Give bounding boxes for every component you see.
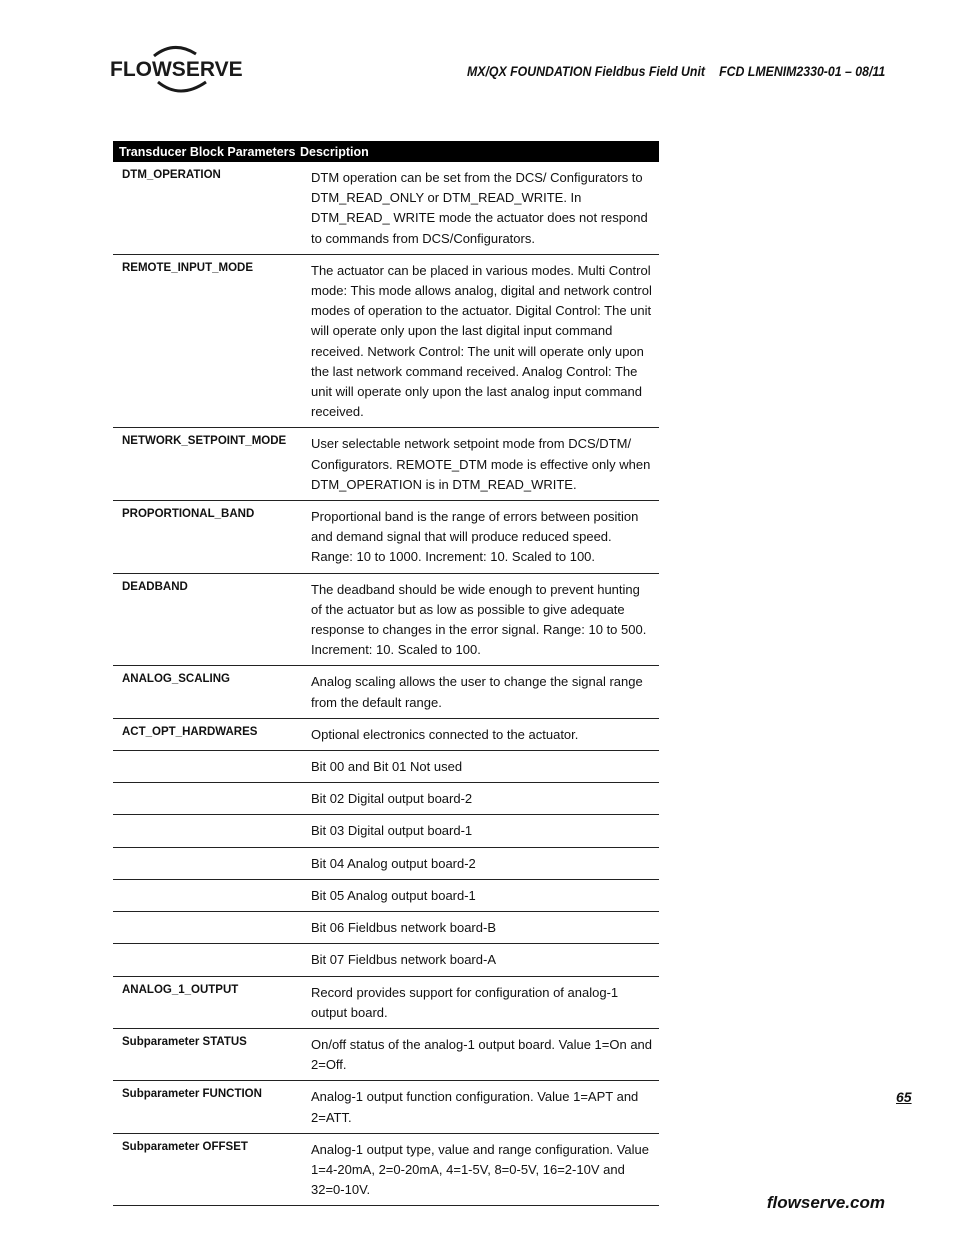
- table-row: [113, 751, 659, 783]
- table-row: [113, 666, 659, 718]
- parameter-description: The deadband should be wide enough to prevent hunting of the actuator but as low as possible to give adequate response to changes in the error signal. Range: 10 to 500. Increment: 10. Scaled to 100.: [295, 573, 659, 666]
- parameter-name: [113, 847, 295, 879]
- parameter-name: ANALOG_1_OUTPUT: [113, 976, 295, 1028]
- parameter-name: [113, 944, 295, 976]
- parameter-name: [113, 879, 295, 911]
- table-row: [113, 1028, 659, 1080]
- table-header-row: [113, 141, 659, 162]
- table-row: [113, 573, 659, 666]
- parameter-description: User selectable network setpoint mode from DCS/DTM/ Configurators. REMOTE_DTM mode is effective only when DTM_OPERATION is in DTM_READ_WRITE.: [295, 428, 659, 501]
- parameter-description: Bit 07 Fieldbus network board-A: [295, 944, 659, 976]
- parameter-name: [113, 751, 295, 783]
- table-row: [113, 718, 659, 750]
- parameter-name: Subparameter OFFSET: [113, 1133, 295, 1206]
- parameter-name: Subparameter FUNCTION: [113, 1081, 295, 1133]
- parameter-description: Analog-1 output type, value and range configuration. Value 1=4-20mA, 2=0-20mA, 4=1-5V, 8=0-5V, 16=2-10V and 32=0-10V.: [295, 1133, 659, 1206]
- table-row: [113, 815, 659, 847]
- table-row: [113, 1133, 659, 1206]
- table-row: [113, 879, 659, 911]
- table-body: [113, 162, 659, 1206]
- parameter-description: DTM operation can be set from the DCS/ Configurators to DTM_READ_ONLY or DTM_READ_WRITE. In DTM_READ_ WRITE mode the actuator does not respond to commands from DCS/Configurators.: [295, 162, 659, 254]
- parameter-name: DEADBAND: [113, 573, 295, 666]
- column-header-parameters: Transducer Block Parameters: [113, 141, 295, 162]
- document-code: FCD LMENIM2330-01 – 08/11: [718, 63, 885, 79]
- footer-url: flowserve.com: [766, 1193, 885, 1212]
- parameter-description: Analog-1 output function configuration. Value 1=APT and 2=ATT.: [295, 1081, 659, 1133]
- logo-text: FLOWSERVE: [110, 58, 243, 81]
- parameter-name: NETWORK_SETPOINT_MODE: [113, 428, 295, 501]
- table-row: [113, 944, 659, 976]
- table-row: [113, 783, 659, 815]
- parameter-description: Optional electronics connected to the actuator.: [295, 718, 659, 750]
- parameter-name: ANALOG_SCALING: [113, 666, 295, 718]
- parameter-name: PROPORTIONAL_BAND: [113, 501, 295, 574]
- parameter-description: Bit 00 and Bit 01 Not used: [295, 751, 659, 783]
- table-row: [113, 501, 659, 574]
- parameter-description: Proportional band is the range of errors between position and demand signal that will produce reduced speed. Range: 10 to 1000. Increment: 10. Scaled to 100.: [295, 501, 659, 574]
- parameter-name: [113, 912, 295, 944]
- table-row: [113, 254, 659, 428]
- parameter-name: ACT_OPT_HARDWARES: [113, 718, 295, 750]
- table-row: [113, 1081, 659, 1133]
- parameter-name: [113, 783, 295, 815]
- table-row: [113, 912, 659, 944]
- parameter-name: REMOTE_INPUT_MODE: [113, 254, 295, 428]
- parameter-description: Record provides support for configuration of analog-1 output board.: [295, 976, 659, 1028]
- parameter-description: Bit 03 Digital output board-1: [295, 815, 659, 847]
- parameter-description: Bit 05 Analog output board-1: [295, 879, 659, 911]
- product-title: MX/QX FOUNDATION Fieldbus Field Unit: [466, 63, 705, 79]
- table-row: [113, 428, 659, 501]
- table-row: [113, 976, 659, 1028]
- column-header-description: Description: [295, 141, 659, 162]
- parameter-description: The actuator can be placed in various modes. Multi Control mode: This mode allows analog, digital and network control modes of operation to the actuator. Digital Control: The unit will operate only upon the last digital input command received. Network Control: The unit will operate only upon the last network command received. Analog Control: The unit will operate only upon the last analog input command received.: [295, 254, 659, 428]
- page-number: 65: [896, 1089, 912, 1105]
- parameter-name: DTM_OPERATION: [113, 162, 295, 254]
- document-header: [467, 63, 885, 79]
- parameter-description: Analog scaling allows the user to change the signal range from the default range.: [295, 666, 659, 718]
- table-row: [113, 847, 659, 879]
- parameter-description: Bit 04 Analog output board-2: [295, 847, 659, 879]
- parameter-description: On/off status of the analog-1 output board. Value 1=On and 2=Off.: [295, 1028, 659, 1080]
- parameter-name: [113, 815, 295, 847]
- parameter-description: Bit 02 Digital output board-2: [295, 783, 659, 815]
- parameter-description: Bit 06 Fieldbus network board-B: [295, 912, 659, 944]
- transducer-parameters-table: [113, 141, 659, 1206]
- table-row: [113, 162, 659, 254]
- parameter-name: Subparameter STATUS: [113, 1028, 295, 1080]
- flowserve-logo: [110, 42, 250, 94]
